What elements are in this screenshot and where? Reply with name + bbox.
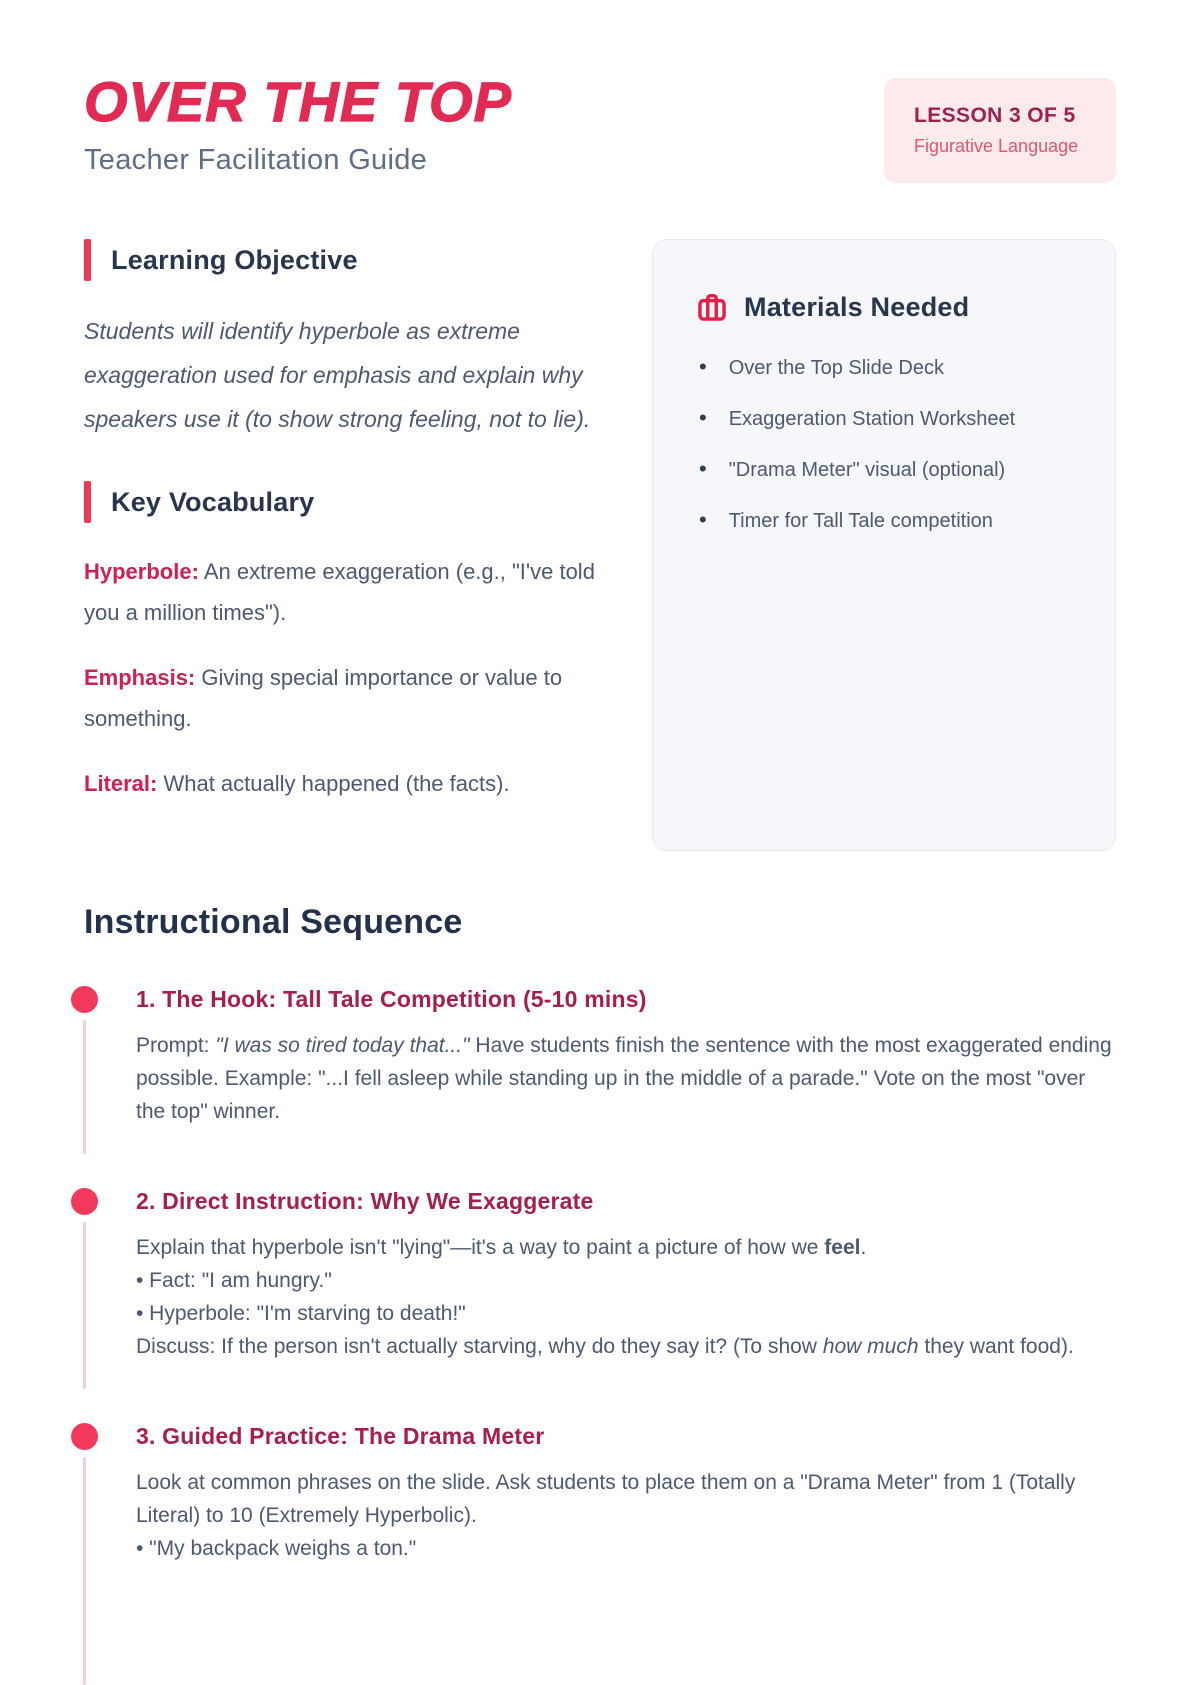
hyperbole-bullet: • Hyperbole: "I'm starving to death!" (136, 1302, 466, 1325)
key-vocabulary-title: Key Vocabulary (111, 486, 315, 517)
material-item-label: • "Drama Meter" visual (optional) (728, 459, 1006, 481)
list-item (695, 354, 1073, 380)
timeline-line (83, 1222, 86, 1389)
page-subtitle: Teacher Facilitation Guide (84, 144, 428, 176)
timeline-line (83, 1457, 86, 1685)
instructional-steps (70, 986, 1116, 1565)
header (84, 70, 1116, 183)
vocab-definition: Giving special importance or value to something. (84, 665, 563, 731)
prompt-quote: "I was so tired today that..." (215, 1034, 470, 1057)
timeline-line (83, 1020, 86, 1154)
list-item (695, 456, 1073, 482)
accent-bar (84, 481, 91, 523)
step-2-direct-instruction (84, 1188, 1116, 1363)
vocab-definition: An extreme exaggeration (e.g., "I've told you a million times"). (84, 559, 595, 625)
materials-list (695, 354, 1073, 533)
step-1-hook (84, 986, 1116, 1128)
top-columns (84, 239, 1116, 851)
vocab-term: Hyperbole: (84, 559, 199, 584)
fact-bullet: • Fact: "I am hungry." (136, 1269, 332, 1292)
step-3-guided-practice (84, 1423, 1116, 1565)
lesson-unit: Figurative Language (914, 136, 1079, 156)
list-item (695, 507, 1073, 533)
step-body (136, 1466, 1116, 1565)
lesson-number: LESSON 3 OF 5 (914, 104, 1076, 127)
key-vocabulary-section (84, 481, 604, 804)
step-title: 2. Direct Instruction: Why We Exaggerate (136, 1188, 594, 1214)
vocab-entry-hyperbole (84, 551, 604, 633)
material-item-label: • Over the Top Slide Deck (728, 357, 944, 379)
timeline-dot (71, 1423, 98, 1450)
vocab-entry-emphasis (84, 657, 604, 739)
materials-title: Materials Needed (744, 291, 970, 322)
material-item-label: • Timer for Tall Tale competition (728, 510, 993, 532)
material-item-label: • Exaggeration Station Worksheet (728, 408, 1016, 430)
step-body (136, 1029, 1116, 1128)
step-body (136, 1231, 1116, 1363)
explain-period: . (860, 1236, 867, 1259)
prompt-label: Prompt: (136, 1034, 216, 1057)
timeline-dot (71, 1188, 98, 1215)
learning-objective-title: Learning Objective (111, 244, 358, 275)
materials-heading (695, 290, 1073, 324)
key-vocabulary-heading (84, 481, 604, 523)
step-title: 1. The Hook: Tall Tale Competition (5-10 mins) (136, 986, 647, 1012)
materials-needed-card (652, 239, 1116, 851)
discuss-italic: how much (822, 1335, 919, 1358)
discuss-text: Discuss: If the person isn't actually starving, why do they say it? (To show (136, 1335, 823, 1358)
explain-text: Explain that hyperbole isn't "lying"—it's a way to paint a picture of how we (136, 1236, 825, 1259)
accent-bar (84, 239, 91, 281)
vocab-term: Literal: (84, 771, 158, 796)
backpack-bullet: • "My backpack weighs a ton." (136, 1537, 417, 1560)
timeline-dot (71, 986, 98, 1013)
title-block (84, 70, 512, 177)
instructional-sequence-title: Instructional Sequence (84, 903, 463, 941)
learning-objective-text: Students will identify hyperbole as extreme exaggeration used for emphasis and explain why speakers use it (to show strong feeling, not to lie). (84, 318, 591, 432)
practice-text: Look at common phrases on the slide. Ask students to place them on a "Drama Meter" from 1 (Totally Literal) to 10 (Extremely Hyperbolic). (136, 1471, 1076, 1527)
lesson-badge (884, 78, 1116, 183)
list-item (695, 405, 1073, 431)
vocab-term: Emphasis: (84, 665, 196, 690)
vocab-definition: What actually happened (the facts). (157, 771, 510, 796)
vocab-entry-literal (84, 763, 604, 804)
explain-bold: feel (824, 1236, 861, 1259)
page-title: OVER THE TOP (84, 70, 512, 133)
prompt-rest: Have students finish the sentence with the most exaggerated ending possible. Example: "...I fell asleep while standing up in the middle of a parade." Vote on the most "over the top" winner. (136, 1034, 1112, 1123)
discuss-rest: they want food). (918, 1335, 1074, 1358)
briefcase-icon (695, 290, 729, 324)
left-column (84, 239, 604, 851)
learning-objective-heading (84, 239, 604, 281)
step-title: 3. Guided Practice: The Drama Meter (136, 1423, 545, 1449)
